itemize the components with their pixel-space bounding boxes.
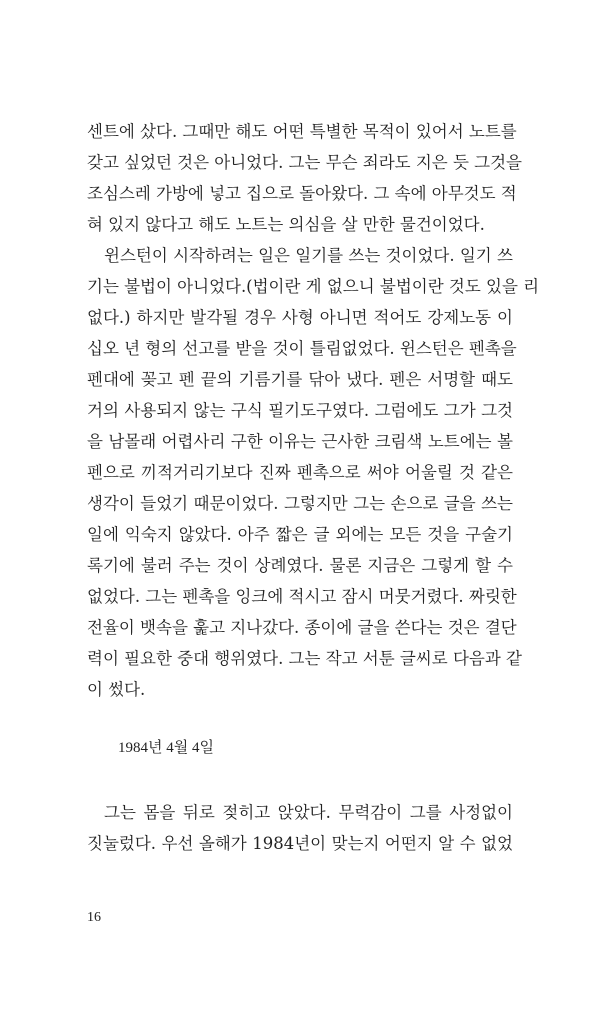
text-line: 전율이 뱃속을 훑고 지나갔다. 종이에 글을 쓴다는 것은 결단: [87, 618, 517, 637]
text-line: 록기에 불러 주는 것이 상례였다. 물론 지금은 그렇게 할 수: [87, 556, 513, 575]
text-line: 일에 익숙지 않았다. 아주 짧은 글 외에는 모든 것을 구술기: [87, 525, 513, 544]
text-line: 혀 있지 않다고 해도 노트는 의심을 살 만한 물건이었다.: [87, 215, 485, 234]
page-number: 16: [87, 910, 101, 925]
paragraph-continued: [87, 797, 513, 859]
text-line: 거의 사용되지 않는 구식 필기도구였다. 그럼에도 그가 그것: [87, 401, 513, 420]
text-line: 펜으로 끼적거리기보다 진짜 펜촉으로 써야 어울릴 것 같은: [87, 463, 513, 482]
text-line: 그는 몸을 뒤로 젖히고 앉았다. 무력감이 그를 사정없이: [104, 803, 513, 822]
text-line: 윈스턴이 시작하려는 일은 일기를 쓰는 것이었다. 일기 쓰: [104, 246, 513, 265]
text-line: 이 썼다.: [87, 680, 146, 699]
text-line: 을 남몰래 어렵사리 구한 이유는 근사한 크림색 노트에는 볼: [87, 432, 513, 451]
text-line: 력이 필요한 중대 행위였다. 그는 작고 서툰 글씨로 다음과 같: [87, 649, 522, 668]
text-line: 십오 년 형의 선고를 받을 것이 틀림없었다. 윈스턴은 펜촉을: [87, 339, 517, 358]
text-line: 생각이 들었기 때문이었다. 그렇지만 그는 손으로 글을 쓰는: [87, 494, 513, 513]
text-line: 갖고 싶었던 것은 아니었다. 그는 무슨 죄라도 지은 듯 그것을: [87, 153, 522, 172]
text-line: 없었다. 그는 펜촉을 잉크에 적시고 잠시 머뭇거렸다. 짜릿한: [87, 587, 517, 606]
text-line: 없다.) 하지만 발각될 경우 사형 아니면 적어도 강제노동 이: [87, 308, 513, 327]
diary-date: 1984년 4월 4일: [118, 740, 214, 756]
paragraph-main: [87, 116, 540, 705]
text-line: 짓눌렀다. 우선 올해가 1984년이 맞는지 어떤지 알 수 없었: [87, 834, 513, 853]
text-line: 기는 불법이 아니었다.(법이란 게 없으니 불법이란 것도 있을 리: [87, 277, 540, 296]
text-line: 펜대에 꽂고 펜 끝의 기름기를 닦아 냈다. 펜은 서명할 때도: [87, 370, 513, 389]
text-line: 조심스레 가방에 넣고 집으로 돌아왔다. 그 속에 아무것도 적: [87, 184, 517, 203]
text-line: 센트에 샀다. 그때만 해도 어떤 특별한 목적이 있어서 노트를: [87, 122, 517, 141]
